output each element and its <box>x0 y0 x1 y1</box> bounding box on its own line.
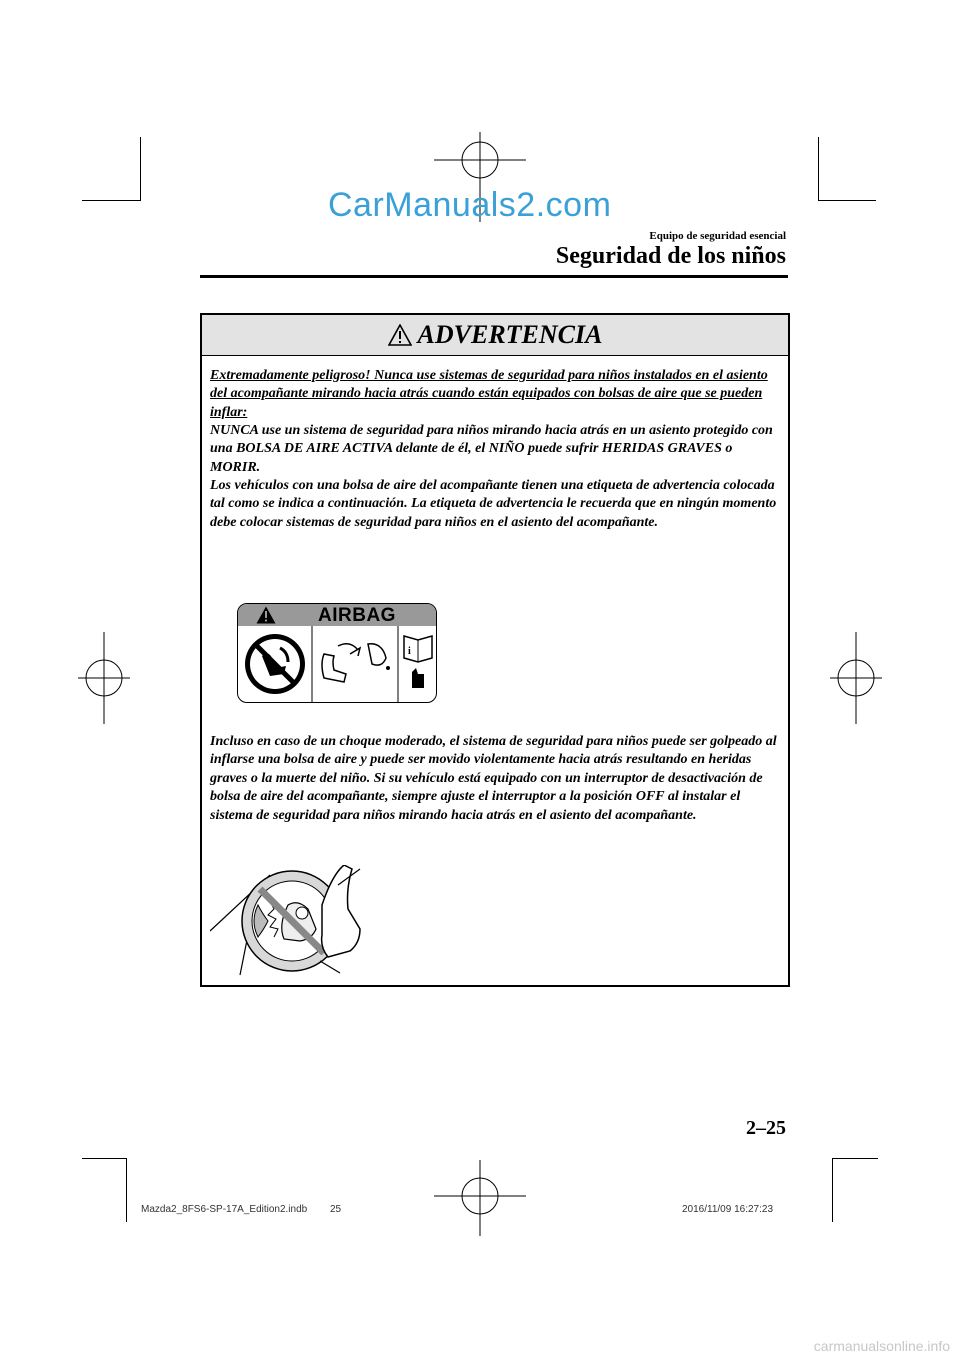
registration-mark-right <box>830 632 882 724</box>
child-seat-airbag-prohibited-icon <box>210 865 390 977</box>
warning-paragraph-3: Incluso en caso de un choque moderado, el sistema de seguridad para niños puede ser golpeado al inflarse una bolsa de aire y puede ser movido violentamente hacia atrás resultando en heridas graves o la muerte del niño. Si su vehículo está equipado con un interruptor de desactivación de bolsa de aire del acompañante, siempre ajuste el interruptor a la posición OFF al instalar el sistema de seguridad para niños mirando hacia atrás en el asiento del acompañante. <box>210 734 777 823</box>
airbag-label-text: AIRBAG <box>318 605 396 626</box>
watermark-footer: carmanualsonline.info <box>813 1338 950 1354</box>
footer-page: 25 <box>330 1204 342 1215</box>
warning-paragraph-1: NUNCA use un sistema de seguridad para niños mirando hacia atrás en un asiento protegido con una BOLSA DE AIRE ACTIVA delante de él, el NIÑO puede sufrir HERIDAS GRAVES o MORIR. <box>210 423 773 475</box>
warning-paragraph-2: Los vehículos con una bolsa de aire del acompañante tienen una etiqueta de advertencia colocada tal como se indica a continuación. La etiqueta de advertencia le recuerda que en ningún momento debe colocar sistemas de seguridad para niños en el asiento del acompañante. <box>210 478 777 530</box>
warning-header <box>202 315 788 356</box>
crop-mark <box>832 1158 833 1222</box>
footer-timestamp: 2016/11/09 16:27:23 <box>682 1204 774 1215</box>
warning-lead <box>210 367 780 422</box>
registration-mark-left <box>78 632 130 724</box>
crop-mark <box>126 1158 127 1222</box>
airbag-label-pictograms-icon <box>238 626 436 702</box>
crop-mark <box>140 137 141 201</box>
warning-triangle-icon <box>256 606 276 624</box>
section-label: Equipo de seguridad esencial <box>649 230 786 242</box>
airbag-warning-label <box>237 603 437 703</box>
svg-text:i: i <box>408 646 411 657</box>
footer-filename: Mazda2_8FS6-SP-17A_Edition2.indb <box>141 1204 308 1215</box>
airbag-label-bar <box>238 604 436 626</box>
crop-mark <box>82 1158 126 1159</box>
crop-mark <box>818 200 876 201</box>
crop-mark <box>832 1158 878 1159</box>
warning-lead-text: Extremadamente peligroso! Nunca use sistemas de seguridad para niños instalados en el asiento del acompañante mirando hacia atrás cuando están equipados con bolsas de aire que se pueden inflar: <box>210 368 768 420</box>
watermark-logo: CarManuals2.com <box>328 186 612 224</box>
warning-box <box>200 313 790 987</box>
crop-mark <box>82 200 140 201</box>
title-rule <box>200 275 788 278</box>
page-title: Seguridad de los niños <box>555 243 786 269</box>
page-number: 2–25 <box>746 1117 786 1139</box>
warning-triangle-icon <box>388 324 412 346</box>
warning-heading: ADVERTENCIA <box>417 320 603 349</box>
registration-mark-bottom <box>434 1160 526 1236</box>
crop-mark <box>818 137 819 201</box>
